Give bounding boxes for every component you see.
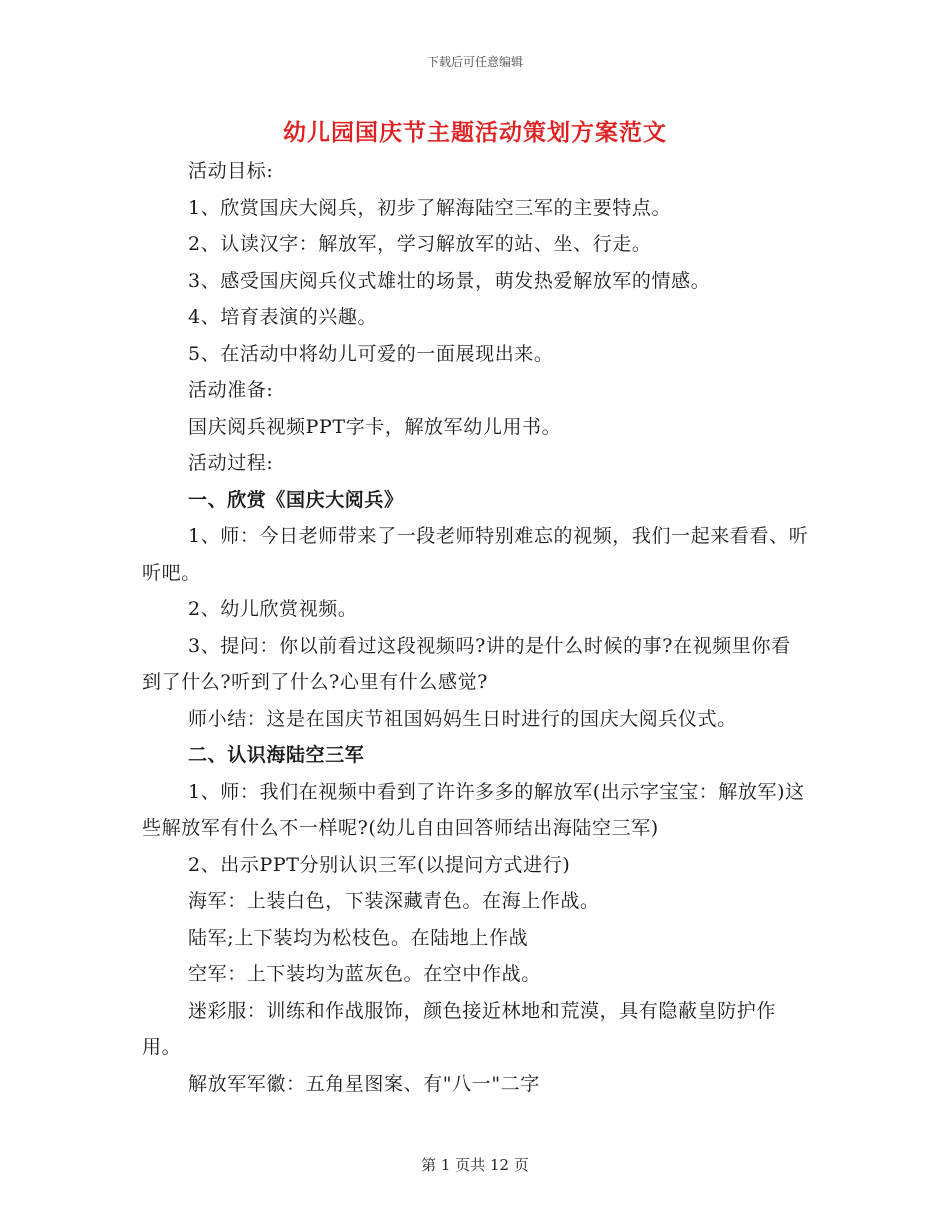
paragraph: 5、在活动中将幼儿可爱的一面展现出来。	[188, 342, 554, 365]
paragraph: 活动准备:	[188, 379, 274, 401]
paragraph: 迷彩服：训练和作战服饰，颜色接近林地和荒漠，具有隐蔽皇防护作用。	[142, 999, 777, 1058]
paragraph: 国庆阅兵视频PPT字卡，解放军幼儿用书。	[188, 415, 562, 438]
paragraph: 解放军军徽：五角星图案、有"八一"二字	[188, 1072, 540, 1095]
paragraph: 1、师：今日老师带来了一段老师特别难忘的视频，我们一起来看看、听听吧。	[142, 525, 809, 584]
page-header: 下载后可任意编辑	[426, 55, 523, 69]
document-title: 幼儿园国庆节主题活动策划方案范文	[283, 119, 667, 146]
page-number: 第 1 页共 12 页	[421, 1156, 529, 1174]
paragraph: 海军：上装白色，下装深藏青色。在海上作战。	[188, 890, 600, 912]
paragraph: 师小结：这是在国庆节祖国妈妈生日时进行的国庆大阅兵仪式。	[188, 707, 737, 730]
paragraph: 2、幼儿欣赏视频。	[188, 598, 358, 620]
paragraph: 1、师：我们在视频中看到了许许多多的解放军(出示字宝宝：解放军)这些解放军有什么不一样呢?(幼儿自由回答师结出海陆空三军)	[142, 780, 805, 839]
paragraph: 3、提问：你以前看过这段视频吗?讲的是什么时候的事?在视频里你看到了什么?听到了什么?心里有什么感觉?	[142, 634, 791, 693]
paragraph: 2、认读汉字：解放军，学习解放军的站、坐、行走。	[188, 233, 652, 255]
paragraph: 活动目标:	[188, 160, 274, 182]
paragraph: 空军：上下装均为蓝灰色。在空中作战。	[188, 963, 541, 985]
paragraph: 2、出示PPT分别认识三军(以提问方式进行)	[188, 853, 571, 876]
paragraph: 1、欣赏国庆大阅兵，初步了解海陆空三军的主要特点。	[188, 196, 672, 219]
section-heading: 一、欣赏《国庆大阅兵》	[188, 488, 404, 511]
paragraph: 活动过程:	[188, 452, 274, 474]
paragraph: 4、培育表演的兴趣。	[188, 306, 378, 328]
document-body	[142, 153, 810, 1102]
paragraph: 3、感受国庆阅兵仪式雄壮的场景，萌发热爱解放军的情感。	[188, 269, 711, 292]
paragraph: 陆军;上下装均为松枝色。在陆地上作战	[188, 926, 529, 949]
section-heading: 二、认识海陆空三军	[188, 744, 365, 766]
